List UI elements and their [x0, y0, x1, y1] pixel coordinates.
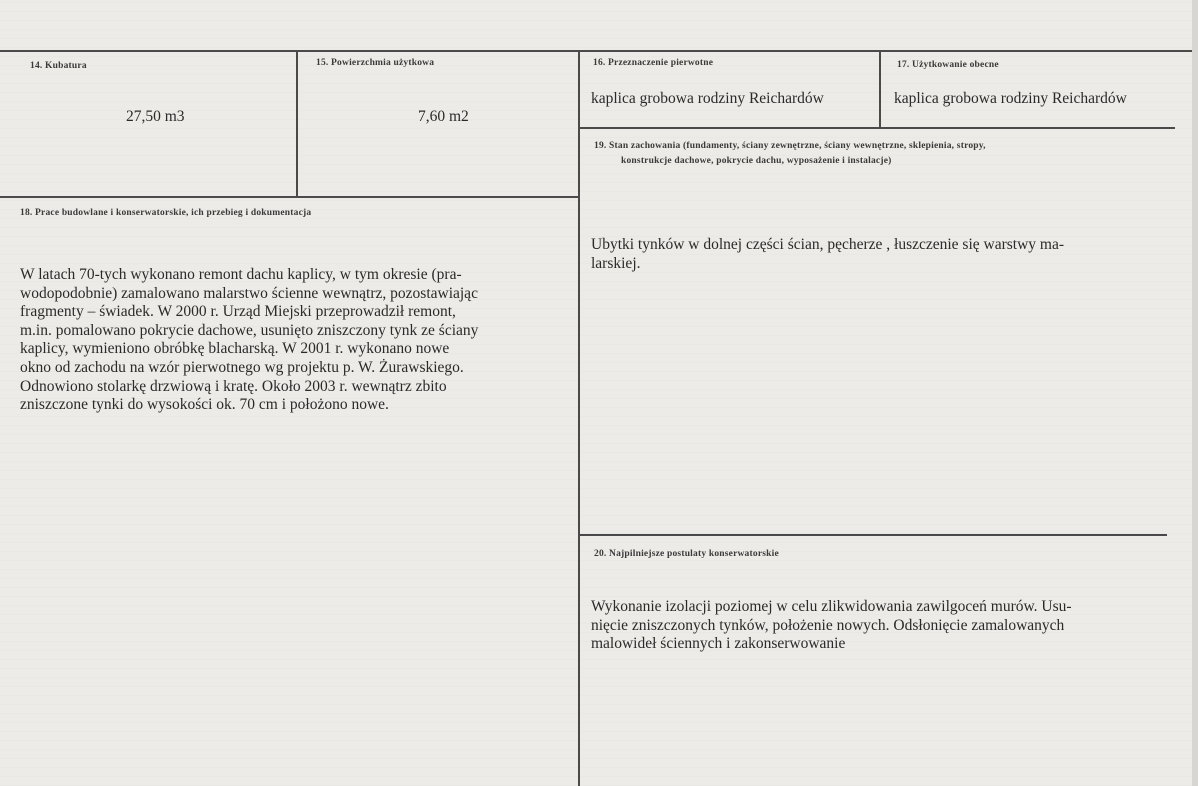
stan-line: Ubytki tynków w dolnej części ścian, pęcherze , łuszczenie się warstwy ma- [591, 236, 1065, 253]
rule-above-20 [580, 534, 1167, 536]
powierzchnia-value: 7,60 m2 [418, 108, 469, 125]
prace-line: Odnowiono stolarkę drzwiową i kratę. Około 2003 r. wewnątrz zbito [20, 377, 447, 395]
kubatura-value: 27,50 m3 [126, 108, 185, 125]
prace-text [20, 266, 577, 415]
stan-label-line1: 19. Stan zachowania (fundamenty, ściany zewnętrzne, ściany wewnętrzne, sklepienia, stropy, [594, 141, 986, 151]
stan-text [591, 236, 1175, 273]
kubatura-label: 14. Kubatura [30, 61, 87, 71]
prace-line: kaplicy, wymieniono obróbkę blacharską. W 2001 r. wykonano nowe [20, 340, 450, 358]
postulaty-text [591, 598, 1175, 654]
stan-label-line2: konstrukcje dachowe, pokrycie dachu, wyposażenie i instalacje) [621, 156, 892, 166]
top-rule [0, 50, 1198, 52]
prace-line: W latach 70-tych wykonano remont dachu kaplicy, w tym okresie (pra- [20, 266, 462, 283]
postulaty-label: 20. Najpilniejsze postulaty konserwatorskie [594, 549, 779, 559]
prace-line: wodopodobnie) zamalowano malarstwo ścienne wewnątrz, pozostawiając [20, 284, 478, 302]
prace-text-area [20, 266, 577, 426]
stan-line: larskiej. [591, 254, 641, 272]
przeznaczenie-label: 16. Przeznaczenie pierwotne [593, 58, 714, 68]
rule-under-16-17 [580, 127, 1175, 129]
prace-label: 18. Prace budowlane i konserwatorskie, ich przebieg i dokumentacja [20, 208, 312, 218]
divider-left-right [578, 50, 580, 786]
powierzchnia-label: 15. Powierzchmia użytkowa [316, 58, 435, 68]
przeznaczenie-value: kaplica grobowa rodziny Reichardów [591, 90, 824, 107]
postulaty-line: malowideł ściennych i zakonserwowanie [591, 635, 846, 653]
uzytkowanie-label: 17. Użytkowanie obecne [897, 60, 999, 70]
prace-line: fragmenty – świadek. W 2000 r. Urząd Miejski przeprowadził remont, [20, 303, 456, 321]
uzytkowanie-value: kaplica grobowa rodziny Reichardów [894, 90, 1127, 107]
postulaty-line: nięcie zniszczonych tynków, położenie nowych. Odsłonięcie zamalowanych [591, 616, 1065, 634]
divider-14-15 [296, 50, 298, 198]
card-edge-shadow [1192, 0, 1198, 786]
rule-under-14-15 [0, 196, 580, 198]
prace-line: m.in. pomalowano pokrycie dachowe, usunięto zniszczony tynk ze ściany [20, 321, 479, 339]
divider-16-17 [879, 50, 881, 128]
postulaty-line: Wykonanie izolacji poziomej w celu zlikwidowania zawilgoceń murów. Usu- [591, 598, 1072, 615]
prace-line: zniszczone tynki do wysokości ok. 70 cm i położono nowe. [20, 396, 389, 414]
prace-line: okno od zachodu na wzór pierwotnego wg projektu p. W. Żurawskiego. [20, 358, 464, 376]
